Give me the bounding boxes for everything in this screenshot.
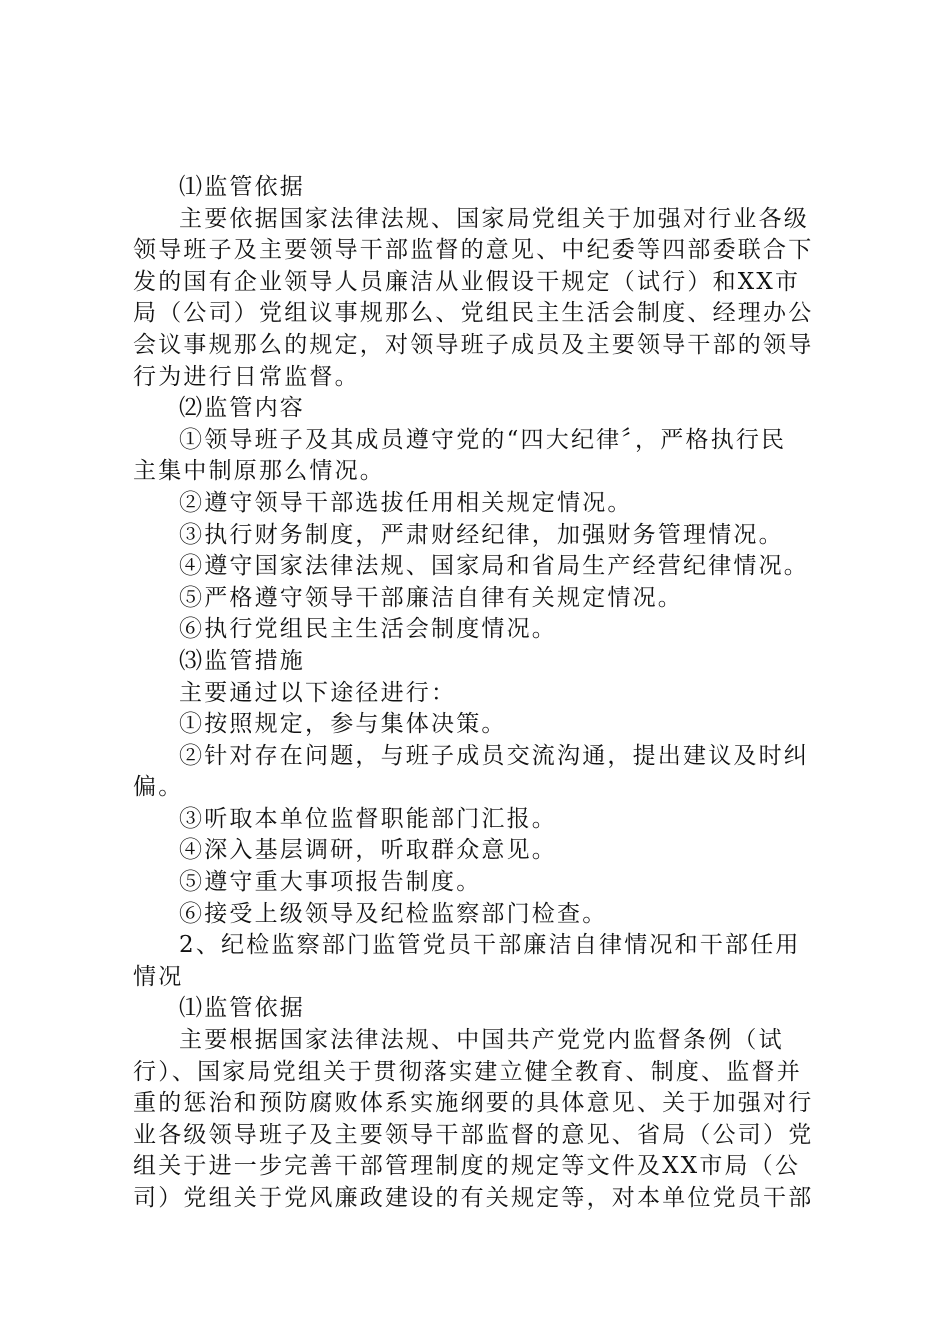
paragraph-line: 组关于进一步完善干部管理制度的规定等文件及XX市局（公 (133, 1153, 801, 1180)
heading-supervision-basis: ⑴监管依据 (179, 174, 305, 200)
heading-supervision-content: ⑵监管内容 (179, 395, 305, 422)
list-item: ②遵守领导干部选拔任用相关规定情况。 (179, 489, 633, 516)
list-item: ④深入基层调研，听取群众意见。 (179, 837, 557, 864)
heading-supervision-measures: ⑶监管措施 (179, 647, 305, 674)
paragraph-line: 主集中制原那么情况。 (133, 458, 385, 485)
paragraph-line: 领导班子及主要领导干部监督的意见、中纪委等四部委联合下 (133, 237, 814, 264)
heading-supervision-basis-2: ⑴监管依据 (179, 995, 305, 1022)
list-item: ⑤严格遵守领导干部廉洁自律有关规定情况。 (179, 584, 683, 611)
paragraph-line: 行为进行日常监督。 (133, 363, 360, 390)
list-item: ①领导班子及其成员遵守党的“四大纪律〞，严格执行民 (179, 426, 787, 453)
list-item: ⑥执行党组民主生活会制度情况。 (179, 616, 557, 643)
list-item: ⑥接受上级领导及纪检监察部门检查。 (179, 900, 608, 927)
section-heading: 2、纪检监察部门监管党员干部廉洁自律情况和干部任用 (179, 932, 801, 959)
paragraph-line: 主要根据国家法律法规、中国共产党党内监督条例（试 (179, 1027, 784, 1054)
list-item: ③执行财务制度，严肃财经纪律，加强财务管理情况。 (179, 521, 784, 548)
paragraph-line: 局（公司）党组议事规那么、党组民主生活会制度、经理办公 (133, 300, 814, 327)
paragraph-line: 行）、国家局党组关于贯彻落实建立健全教育、制度、监督并 (133, 1058, 802, 1085)
paragraph-line: 会议事规那么的规定，对领导班子成员及主要领导干部的领导 (133, 331, 814, 358)
document-body (133, 172, 833, 1215)
list-item: ①按照规定，参与集体决策。 (179, 711, 507, 738)
paragraph-line: 司）党组关于党风廉政建设的有关规定等，对本单位党员干部 (133, 1185, 814, 1211)
paragraph-line: 主要通过以下途径进行： (179, 679, 457, 706)
paragraph-line: 偏。 (133, 774, 184, 801)
paragraph-line: 重的惩治和预防腐败体系实施纲要的具体意见、关于加强对行 (133, 1090, 814, 1117)
list-item: ⑤遵守重大事项报告制度。 (179, 869, 482, 896)
paragraph-line: 情况 (133, 963, 184, 990)
list-item: ④遵守国家法律法规、国家局和省局生产经营纪律情况。 (179, 553, 809, 580)
paragraph-line: 业各级领导班子及主要领导干部监督的意见、省局（公司）党 (133, 1121, 814, 1148)
list-item: ②针对存在问题，与班子成员交流沟通，提出建议及时纠 (179, 742, 809, 769)
paragraph-line: 发的国有企业领导人员廉洁从业假设干规定（试行）和XX市 (133, 268, 801, 295)
paragraph-line: 主要依据国家法律法规、国家局党组关于加强对行业各级 (179, 205, 809, 232)
list-item: ③听取本单位监督职能部门汇报。 (179, 805, 557, 832)
